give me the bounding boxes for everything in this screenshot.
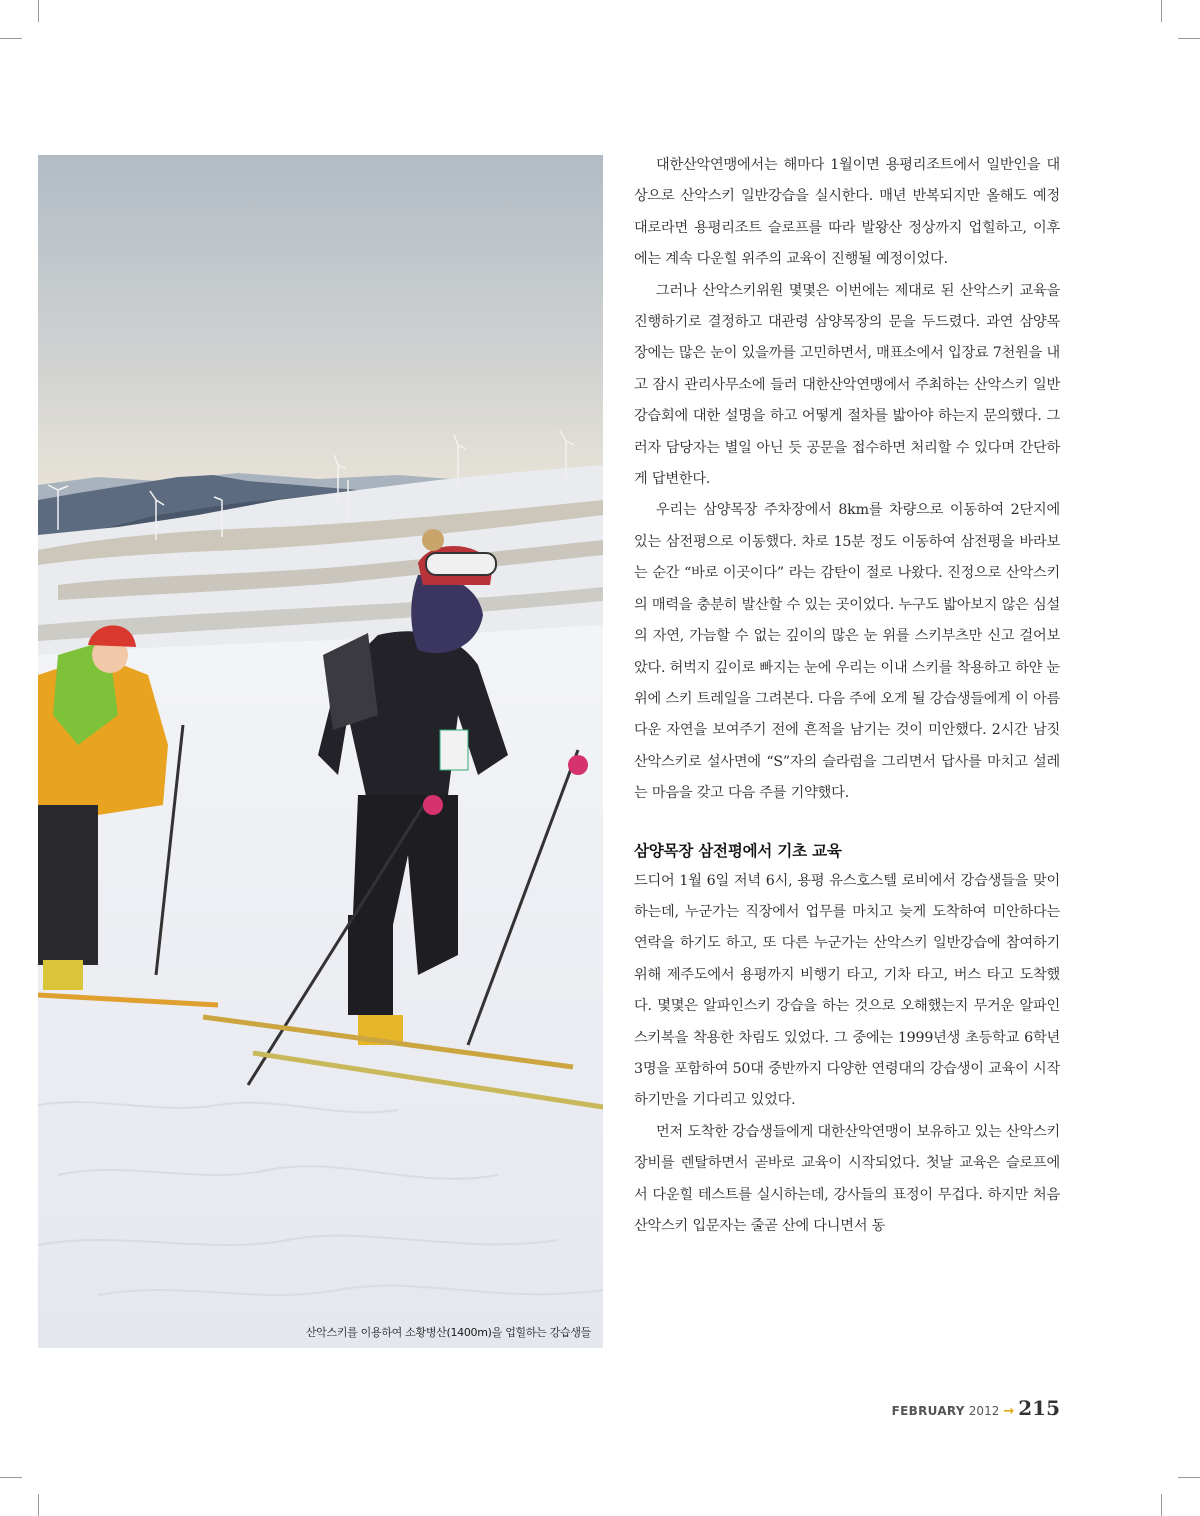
crop-mark xyxy=(1161,0,1162,22)
paragraph: 대한산악연맹에서는 해마다 1월이면 용평리조트에서 일반인을 대상으로 산악스키 일반강습을 실시한다. 매년 반복되지만 올해도 예정대로라면 용평리조트 슬로프를 따라 발왕산 정상까지 업힐하고, 이후에는 계속 다운힐 위주의 교육이 진행될 예정이었다. xyxy=(634,157,1060,268)
page-footer xyxy=(892,1396,1060,1420)
paragraph: 드디어 1월 6일 저녁 6시, 용평 유스호스텔 로비에서 강습생들을 맞이하는데, 누군가는 직장에서 업무를 마치고 늦게 도착하여 미안하다는 연락을 하기도 하고, 또 다른 누군가는 산악스키 일반강습에 참여하기 위해 제주도에서 용평까지 비행기 타고, 기차 타고, 버스 타고 도착했다. 몇몇은 알파인스키 강습을 하는 것으로 오해했는지 무거운 알파인스키복을 착용한 차림도 있었다. 그 중에는 1999년생 초등학교 6학년 3명을 포함하여 50대 중반까지 다양한 연령대의 강습생이 교육이 시작하기만을 기다리고 있었다. xyxy=(634,872,1060,1109)
crop-mark xyxy=(0,38,22,39)
crop-mark xyxy=(1178,1477,1200,1478)
ski-photo-illustration xyxy=(38,155,603,1348)
crop-mark xyxy=(1178,38,1200,39)
article-body xyxy=(634,150,1060,1242)
crop-mark xyxy=(38,0,39,22)
crop-mark xyxy=(1161,1494,1162,1516)
sky xyxy=(38,155,603,495)
paragraph: 먼저 도착한 강습생들에게 대한산악연맹이 보유하고 있는 산악스키 장비를 렌탈하면서 곧바로 교육이 시작되었다. 첫날 교육은 슬로프에서 다운힐 테스트를 실시하는데, 강사들의 표정이 무겁다. 하지만 처음 산악스키 입문자는 줄곧 산에 다니면서 동 xyxy=(634,1123,1061,1234)
crop-mark xyxy=(38,1494,39,1516)
crop-mark xyxy=(0,1477,22,1478)
arrow-icon: → xyxy=(1003,1404,1015,1419)
photo-caption: 산악스키를 이용하여 소황병산(1400m)을 업힐하는 강습생들 xyxy=(305,1326,591,1339)
footer-month: FEBRUARY xyxy=(891,1404,965,1418)
section-heading: 삼양목장 삼전평에서 기초 교육 xyxy=(634,841,842,860)
ski-photo xyxy=(38,155,603,1348)
footer-year: 2012 xyxy=(968,1404,1000,1418)
page-number: 215 xyxy=(1018,1396,1060,1420)
paragraph: 우리는 삼양목장 주차장에서 8km를 차량으로 이동하여 2단지에 있는 삼전평으로 이동했다. 차로 15분 정도 이동하여 삼전평을 바라보는 순간 “바로 이곳이다” 라는 감탄이 절로 나왔다. 진정으로 산악스키의 매력을 충분히 발산할 수 있는 곳이었다. 누구도 밟아보지 않은 심설의 자연, 가늠할 수 없는 깊이의 많은 눈 위를 스키부츠만 신고 걸어보았다. 허벅지 깊이로 빠지는 눈에 우리는 이내 스키를 착용하고 하얀 눈 위에 스키 트레일을 그려본다. 다음 주에 오게 될 강습생들에게 이 아름다운 자연을 보여주기 전에 흔적을 남기는 것이 미안했다. 2시간 남짓 산악스키로 설사면에 “S”자의 슬라럼을 그리면서 답사를 마치고 설레는 마음을 갖고 다음 주를 기약했다. xyxy=(634,502,1060,802)
paragraph: 그러나 산악스키위원 몇몇은 이번에는 제대로 된 산악스키 교육을 진행하기로 결정하고 대관령 삼양목장의 문을 두드렸다. 과연 삼양목장에는 많은 눈이 있을까를 고민하면서, 매표소에서 입장료 7천원을 내고 잠시 관리사무소에 들러 대한산악연맹에서 주최하는 산악스키 일반강습회에 대한 설명을 하고 어떻게 절차를 밟아야 하는지 문의했다. 그러자 담당자는 별일 아닌 듯 공문을 접수하면 처리할 수 있다며 간단하게 답변한다. xyxy=(634,282,1060,488)
